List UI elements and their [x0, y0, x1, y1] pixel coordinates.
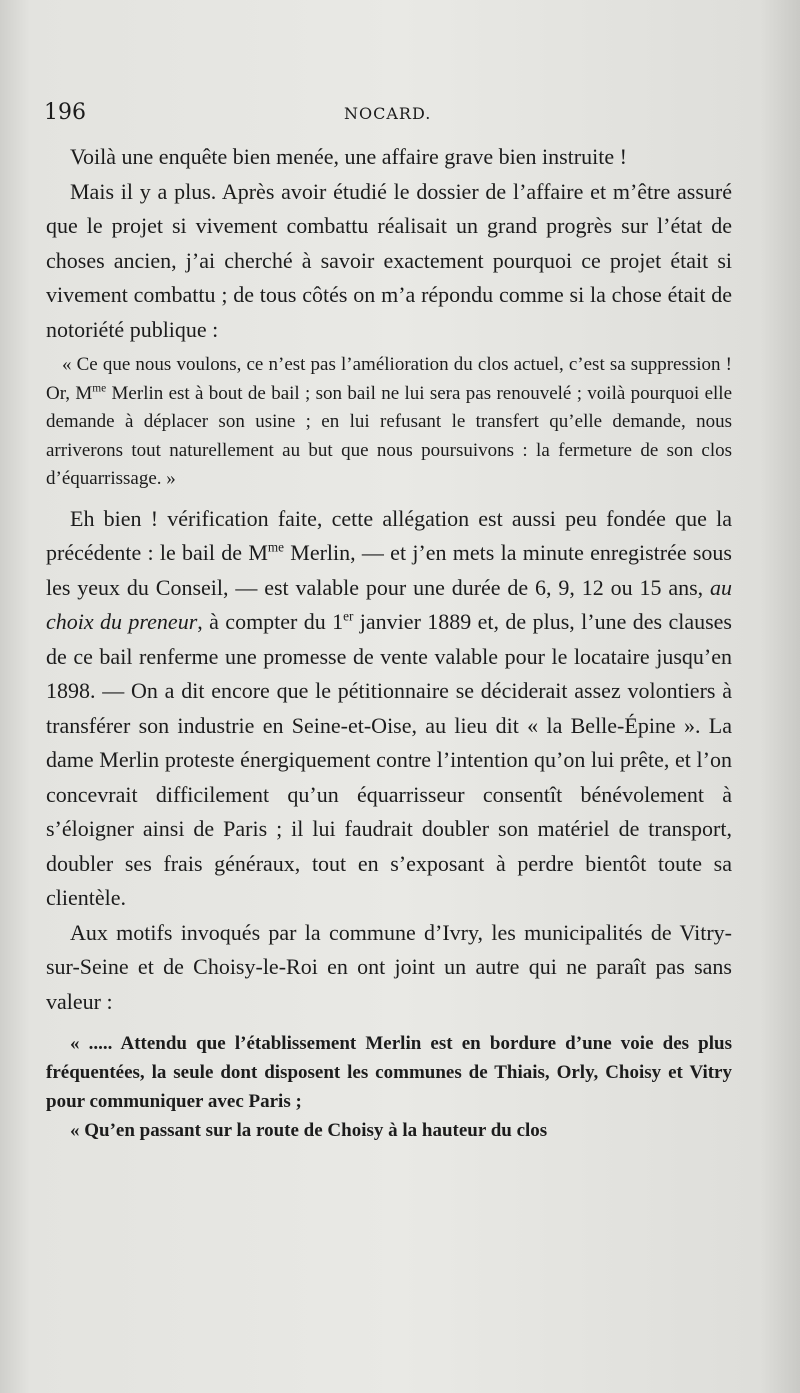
paragraph-4: Aux motifs invoqués par la commune d’Ivry, les municipalités de Vitry-sur-Seine et de Choisy-le-Roi en ont joint un autre qui ne paraît pas sans valeur : — [46, 919, 732, 1014]
page-header — [44, 100, 744, 128]
paragraph-1: Voilà une enquête bien menée, une affaire grave bien instruite ! — [70, 144, 627, 169]
paragraph-2: Mais il y a plus. Après avoir étudié le dossier de l’affaire et m’être assuré que le projet si vivement combattu réalisait un grand progrès sur l’état de choses ancien, j’ai cherché à savoir exactement pourquoi ce projet était si vivement combattu ; de tous côtés on m’a répondu comme si la chose était de notoriété publique : — [46, 178, 732, 342]
running-title: NOCARD. — [344, 104, 432, 123]
quote-1 — [46, 351, 732, 494]
quote-1-part-b: Merlin est à bout de bail ; son bail ne lui sera pas renouvelé ; voilà pourquoi elle demande à déplacer son usine ; en lui refusant le transfert qu’elle demande, nous arriverons tout naturellement au but que nous poursuivons : la fermeture de son clos d’équarrissage. » — [46, 382, 732, 490]
paragraph-3-part-a: Eh bien ! vérification faite, cette allégation est aussi peu fondée que la précédente : le bail de M — [46, 505, 732, 566]
paragraph-3-part-b: Merlin, — et j’en mets la minute enregistrée sous les yeux du Conseil, — est valable pour une durée de 6, 9, 12 ou 15 ans, — [46, 540, 732, 600]
quote-1-superscript: me — [92, 382, 107, 395]
page-number: 196 — [44, 100, 86, 125]
quote-2: « ..... Attendu que l’établissement Merlin est en bordure d’une voie des plus fréquentées, la seule dont disposent les communes de Thiais, Orly, Choisy et Vitry pour communiquer avec Paris ; — [46, 1033, 732, 1113]
page-body — [46, 140, 732, 1145]
paragraph-3-superscript: me — [267, 540, 285, 556]
quote-1-part-a: « Ce que nous voulons, ce n’est pas l’amélioration du clos actuel, c’est sa suppression ! Or, M — [46, 354, 732, 404]
paragraph-3-part-c: , à compter du 1 — [197, 609, 344, 635]
paragraph-3 — [46, 502, 732, 916]
paragraph-3-italic: au choix du preneur — [46, 574, 732, 635]
quote-3: « Qu’en passant sur la route de Choisy à la hauteur du clos — [70, 1120, 548, 1142]
paragraph-3-superscript-2: er — [343, 609, 354, 625]
paragraph-3-part-d: janvier 1889 et, de plus, l’une des clauses de ce bail renferme une promesse de vente valable pour le locataire jusqu’en 1898. — On a dit encore que le pétitionnaire se déciderait assez volontiers à transférer son industrie en Seine-et-Oise, au lieu dit « la Belle-Épine ». La dame Merlin proteste énergiquement contre l’intention qu’on lui prête, et l’on concevrait difficilement qu’un équarrisseur consentît bénévolement à s’éloigner ainsi de Paris ; il lui faudrait doubler son matériel de transport, doubler ses frais généraux, tout en s’exposant à perdre bientôt toute sa clientèle. — [46, 609, 732, 911]
